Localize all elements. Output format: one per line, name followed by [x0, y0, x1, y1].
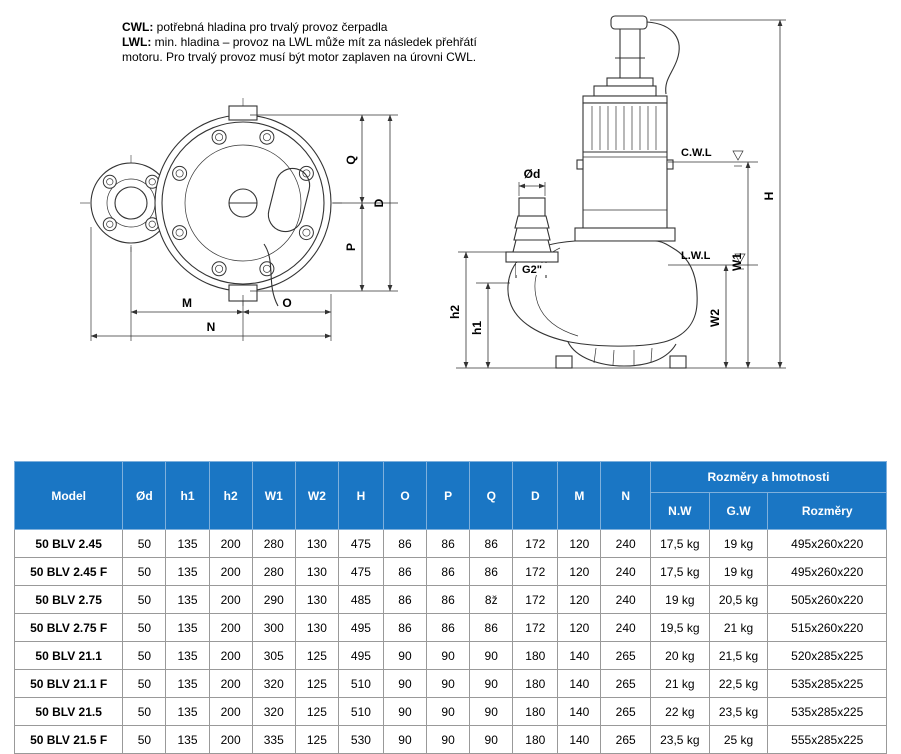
col-header-q: Q: [470, 462, 513, 530]
value-cell: 505x260x220: [768, 586, 887, 614]
value-cell: 510: [338, 698, 383, 726]
col-header-nw: N.W: [650, 493, 709, 530]
value-cell: 90: [383, 726, 426, 754]
model-cell: 50 BLV 2.45: [15, 530, 123, 558]
value-cell: 495: [338, 614, 383, 642]
model-cell: 50 BLV 21.1: [15, 642, 123, 670]
value-cell: 200: [209, 670, 252, 698]
value-cell: 50: [123, 726, 166, 754]
value-cell: 19 kg: [709, 558, 768, 586]
note-cwl-prefix: CWL:: [122, 20, 154, 34]
value-cell: 21 kg: [709, 614, 768, 642]
dim-label-o: O: [282, 296, 292, 310]
table-row: [15, 586, 887, 614]
note-lwl-prefix: LWL:: [122, 35, 152, 49]
note-lwl-text: min. hladina – provoz na LWL může mít za následek přehřátí motoru. Pro trvalý provoz musí být motor zaplaven na úrovni CWL.: [122, 35, 477, 64]
value-cell: 200: [209, 642, 252, 670]
value-cell: 535x285x225: [768, 670, 887, 698]
value-cell: 495x260x220: [768, 558, 887, 586]
dim-label-od: Ød: [523, 167, 541, 181]
col-header-h: H: [338, 462, 383, 530]
dim-label-q: Q: [344, 155, 358, 165]
value-cell: 50: [123, 698, 166, 726]
value-cell: 290: [252, 586, 295, 614]
value-cell: 300: [252, 614, 295, 642]
side-view-dimensions-left: [448, 252, 510, 368]
value-cell: 135: [166, 726, 209, 754]
value-cell: 180: [513, 698, 558, 726]
value-cell: 90: [470, 642, 513, 670]
col-header-w2: W2: [295, 462, 338, 530]
col-header-h2: h2: [209, 462, 252, 530]
value-cell: 20,5 kg: [709, 586, 768, 614]
col-header-rozmery: Rozměry: [768, 493, 887, 530]
table-body: [15, 530, 887, 754]
value-cell: 135: [166, 558, 209, 586]
value-cell: 19 kg: [709, 530, 768, 558]
table-row: [15, 698, 887, 726]
value-cell: 86: [427, 530, 470, 558]
table-row: [15, 530, 887, 558]
value-cell: 530: [338, 726, 383, 754]
table-row: [15, 614, 887, 642]
value-cell: 17,5 kg: [650, 558, 709, 586]
value-cell: 90: [427, 642, 470, 670]
value-cell: 135: [166, 670, 209, 698]
value-cell: 305: [252, 642, 295, 670]
value-cell: 50: [123, 530, 166, 558]
value-cell: 90: [383, 698, 426, 726]
dimensions-table: [14, 461, 887, 754]
value-cell: 20 kg: [650, 642, 709, 670]
value-cell: 240: [601, 530, 651, 558]
table-row: [15, 670, 887, 698]
value-cell: 200: [209, 530, 252, 558]
value-cell: 90: [470, 670, 513, 698]
value-cell: 265: [601, 642, 651, 670]
value-cell: 265: [601, 698, 651, 726]
pump-body-top-view: [155, 106, 331, 306]
value-cell: 8ž: [470, 586, 513, 614]
value-cell: 120: [558, 530, 601, 558]
value-cell: 90: [383, 642, 426, 670]
value-cell: 50: [123, 586, 166, 614]
col-header-n: N: [601, 462, 651, 530]
value-cell: 21,5 kg: [709, 642, 768, 670]
value-cell: 90: [470, 698, 513, 726]
value-cell: 130: [295, 614, 338, 642]
note-cwl-text: potřebná hladina pro trvalý provoz čerpadla: [156, 20, 388, 34]
model-cell: 50 BLV 2.75: [15, 586, 123, 614]
value-cell: 86: [427, 586, 470, 614]
value-cell: 140: [558, 642, 601, 670]
value-cell: 23,5 kg: [650, 726, 709, 754]
value-cell: 86: [470, 530, 513, 558]
cwl-label: C.W.L: [681, 147, 712, 159]
value-cell: 180: [513, 726, 558, 754]
value-cell: 86: [383, 558, 426, 586]
value-cell: 86: [470, 614, 513, 642]
value-cell: 172: [513, 558, 558, 586]
value-cell: 86: [383, 586, 426, 614]
handle-and-cable: [607, 16, 679, 94]
dim-label-w2: W2: [708, 309, 722, 327]
value-cell: 335: [252, 726, 295, 754]
value-cell: 200: [209, 558, 252, 586]
value-cell: 475: [338, 558, 383, 586]
dim-label-n: N: [206, 320, 216, 334]
value-cell: 17,5 kg: [650, 530, 709, 558]
value-cell: 180: [513, 642, 558, 670]
value-cell: 19 kg: [650, 586, 709, 614]
value-cell: 86: [427, 558, 470, 586]
value-cell: 510: [338, 670, 383, 698]
value-cell: 90: [383, 670, 426, 698]
value-cell: 240: [601, 558, 651, 586]
value-cell: 200: [209, 698, 252, 726]
value-cell: 50: [123, 670, 166, 698]
value-cell: 320: [252, 698, 295, 726]
value-cell: 280: [252, 530, 295, 558]
cwl-level-symbol: [733, 151, 743, 160]
value-cell: 135: [166, 698, 209, 726]
col-header-w1: W1: [252, 462, 295, 530]
motor-body: [575, 86, 675, 241]
value-cell: 125: [295, 698, 338, 726]
discharge-connection: [506, 167, 558, 278]
value-cell: 86: [427, 614, 470, 642]
value-cell: 140: [558, 698, 601, 726]
dim-label-d: D: [372, 198, 386, 208]
value-cell: 22,5 kg: [709, 670, 768, 698]
value-cell: 90: [470, 726, 513, 754]
value-cell: 140: [558, 726, 601, 754]
dim-label-w1: W1: [730, 253, 744, 271]
value-cell: 86: [470, 558, 513, 586]
table-row: [15, 558, 887, 586]
value-cell: 23,5 kg: [709, 698, 768, 726]
col-header-p: P: [427, 462, 470, 530]
value-cell: 265: [601, 670, 651, 698]
value-cell: 125: [295, 670, 338, 698]
side-view: [448, 16, 786, 368]
col-header-m: M: [558, 462, 601, 530]
model-cell: 50 BLV 21.5: [15, 698, 123, 726]
value-cell: 495x260x220: [768, 530, 887, 558]
value-cell: 135: [166, 530, 209, 558]
value-cell: 130: [295, 558, 338, 586]
value-cell: 200: [209, 726, 252, 754]
water-levels: [668, 147, 758, 269]
value-cell: 172: [513, 614, 558, 642]
value-cell: 535x285x225: [768, 698, 887, 726]
group-header-dimensions-weights: Rozměry a hmotnosti: [650, 462, 886, 493]
value-cell: 475: [338, 530, 383, 558]
value-cell: 125: [295, 726, 338, 754]
value-cell: 130: [295, 530, 338, 558]
col-header-o: O: [383, 462, 426, 530]
value-cell: 280: [252, 558, 295, 586]
table-row: [15, 726, 887, 754]
value-cell: 180: [513, 670, 558, 698]
col-header-gw: G.W: [709, 493, 768, 530]
value-cell: 86: [383, 530, 426, 558]
model-cell: 50 BLV 21.5 F: [15, 726, 123, 754]
value-cell: 19,5 kg: [650, 614, 709, 642]
top-view: [80, 98, 398, 341]
value-cell: 120: [558, 558, 601, 586]
col-header-model: Model: [15, 462, 123, 530]
col-header-d: D: [513, 462, 558, 530]
value-cell: 90: [427, 698, 470, 726]
value-cell: 172: [513, 530, 558, 558]
dim-label-p: P: [344, 242, 358, 252]
dim-label-h1: h1: [470, 320, 484, 336]
value-cell: 86: [383, 614, 426, 642]
table-row: [15, 642, 887, 670]
value-cell: 135: [166, 614, 209, 642]
value-cell: 172: [513, 586, 558, 614]
model-cell: 50 BLV 2.45 F: [15, 558, 123, 586]
value-cell: 200: [209, 586, 252, 614]
value-cell: 90: [427, 726, 470, 754]
value-cell: 50: [123, 614, 166, 642]
value-cell: 495: [338, 642, 383, 670]
value-cell: 50: [123, 642, 166, 670]
value-cell: 485: [338, 586, 383, 614]
value-cell: 520x285x225: [768, 642, 887, 670]
dim-label-h: H: [762, 191, 776, 201]
value-cell: 50: [123, 558, 166, 586]
dim-label-h2: h2: [448, 304, 462, 320]
thread-label: G2": [522, 264, 542, 276]
value-cell: 25 kg: [709, 726, 768, 754]
value-cell: 515x260x220: [768, 614, 887, 642]
value-cell: 240: [601, 586, 651, 614]
value-cell: 555x285x225: [768, 726, 887, 754]
value-cell: 130: [295, 586, 338, 614]
value-cell: 90: [427, 670, 470, 698]
col-header-h1: h1: [166, 462, 209, 530]
col-header-od: Ød: [123, 462, 166, 530]
hose-tail: [519, 198, 545, 216]
value-cell: 125: [295, 642, 338, 670]
value-cell: 21 kg: [650, 670, 709, 698]
value-cell: 135: [166, 642, 209, 670]
model-cell: 50 BLV 2.75 F: [15, 614, 123, 642]
dim-label-m: M: [182, 296, 192, 310]
value-cell: 265: [601, 726, 651, 754]
value-cell: 120: [558, 614, 601, 642]
value-cell: 120: [558, 586, 601, 614]
value-cell: 240: [601, 614, 651, 642]
value-cell: 135: [166, 586, 209, 614]
value-cell: 320: [252, 670, 295, 698]
value-cell: 22 kg: [650, 698, 709, 726]
lwl-label: L.W.L: [681, 250, 711, 262]
value-cell: 200: [209, 614, 252, 642]
model-cell: 50 BLV 21.1 F: [15, 670, 123, 698]
value-cell: 140: [558, 670, 601, 698]
